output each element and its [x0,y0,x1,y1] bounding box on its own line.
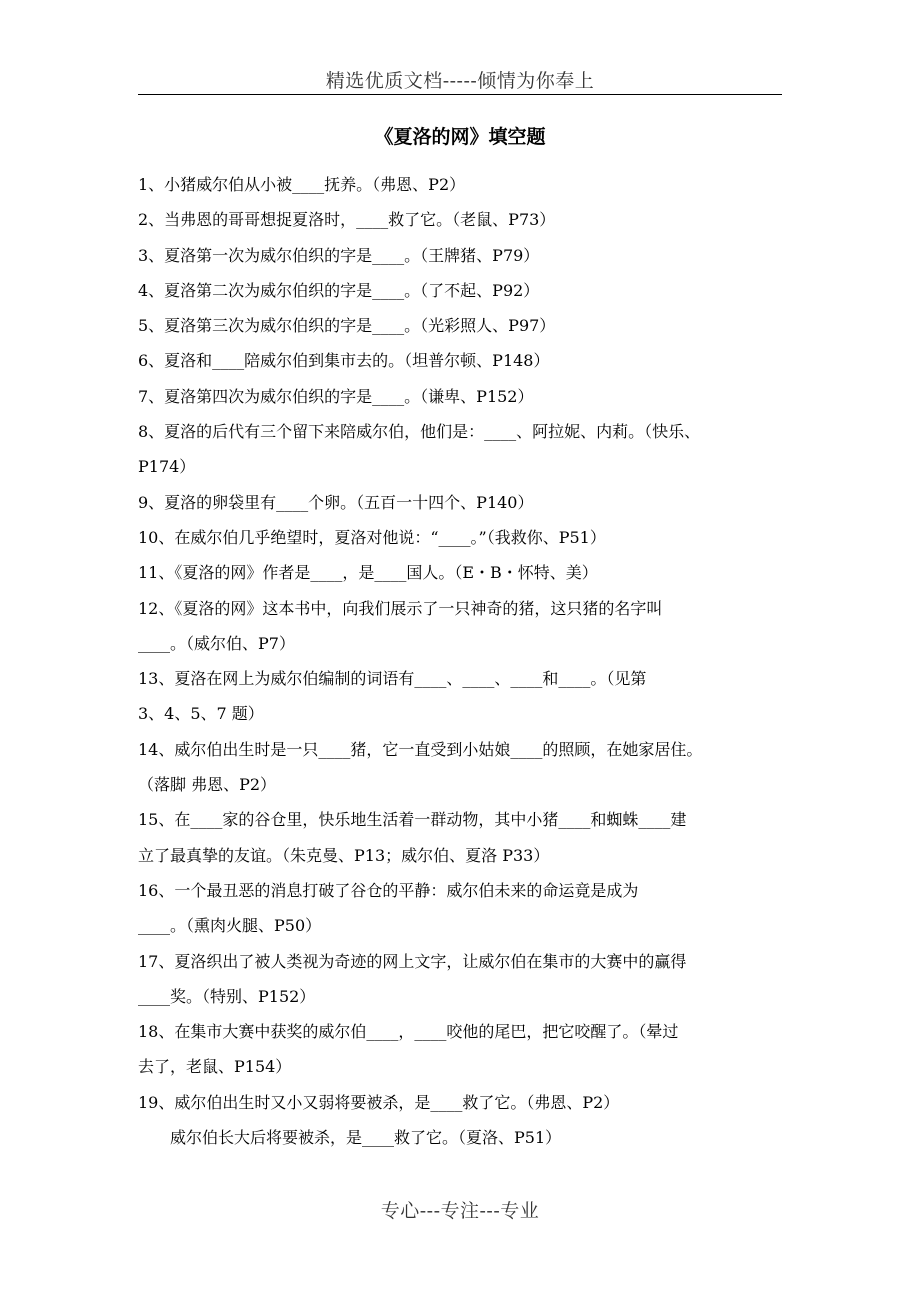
question-line: 17、夏洛织出了被人类视为奇迹的网上文字，让威尔伯在集市的大赛中的赢得 [138,951,687,971]
question-line: 5、夏洛第三次为威尔伯织的字是____。（光彩照人、P97） [138,316,556,336]
question-line: 7、夏洛第四次为威尔伯织的字是____。（谦卑、P152） [138,386,534,406]
question-line: 16、一个最丑恶的消息打破了谷仓的平静：威尔伯未来的命运竟是成为 [138,880,639,900]
question-line-continued: P174） [138,457,196,477]
document-title: 《夏洛的网》填空题 [374,126,546,148]
question-line: 10、在威尔伯几乎绝望时，夏洛对他说：“____。”（我救你、P51） [138,527,606,547]
question-line-continued: ____。（熏肉火腿、P50） [138,916,322,936]
question-line-continued: （落脚 弗恩、P2） [138,775,277,795]
question-line: 18、在集市大赛中获奖的威尔伯____，____咬他的尾巴，把它咬醒了。（晕过 [138,1022,679,1042]
question-line: 11、《夏洛的网》作者是____，是____国人。（E・B・怀特、美） [138,563,598,583]
question-line-continued: 立了最真挚的友谊。（朱克曼、P13；威尔伯、夏洛 P33） [138,845,550,865]
question-line: 3、夏洛第一次为威尔伯织的字是____。（王牌猪、P79） [138,245,540,265]
question-list [138,167,798,1155]
question-line: 12、《夏洛的网》这本书中，向我们展示了一只神奇的猪，这只猪的名字叫 [138,598,663,618]
page-footer: 专心---专注---专业 [380,1200,540,1222]
question-line-continued: 去了，老鼠、P154） [138,1057,292,1077]
question-line: 15、在____家的谷仓里，快乐地生活着一群动物，其中小猪____和蜘蛛____建 [138,810,687,830]
question-line: 14、威尔伯出生时是一只____猪，它一直受到小姑娘____的照顾，在她家居住。 [138,739,703,759]
question-line: 19、威尔伯出生时又小又弱将要被杀，是____救了它。（弗恩、P2） [138,1092,620,1112]
question-line: 8、夏洛的后代有三个留下来陪威尔伯，他们是：____、阿拉妮、内莉。（快乐、 [138,422,701,442]
question-line: 1、小猪威尔伯从小被____抚养。（弗恩、P2） [138,175,466,194]
question-line: 2、当弗恩的哥哥想捉夏洛时，____救了它。（老鼠、P73） [138,210,556,230]
question-line: 6、夏洛和____陪威尔伯到集市去的。（坦普尔顿、P148） [138,351,550,371]
question-line: 4、夏洛第二次为威尔伯织的字是____。（了不起、P92） [138,280,540,300]
question-line-indented: 威尔伯长大后将要被杀，是____救了它。（夏洛、P51） [170,1128,562,1148]
page-header [138,62,782,95]
question-line: 13、夏洛在网上为威尔伯编制的词语有____、____、____和____。（见第 [138,669,647,689]
question-line-continued: ____。（威尔伯、P7） [138,633,295,653]
question-line: 9、夏洛的卵袋里有____个卵。（五百一十四个、P140） [138,492,534,512]
header-text: 精选优质文档-----倾情为你奉上 [325,70,595,92]
question-line-continued: ____奖。（特别、P152） [138,986,316,1006]
question-line-continued: 3、4、5、7 题） [138,704,264,724]
